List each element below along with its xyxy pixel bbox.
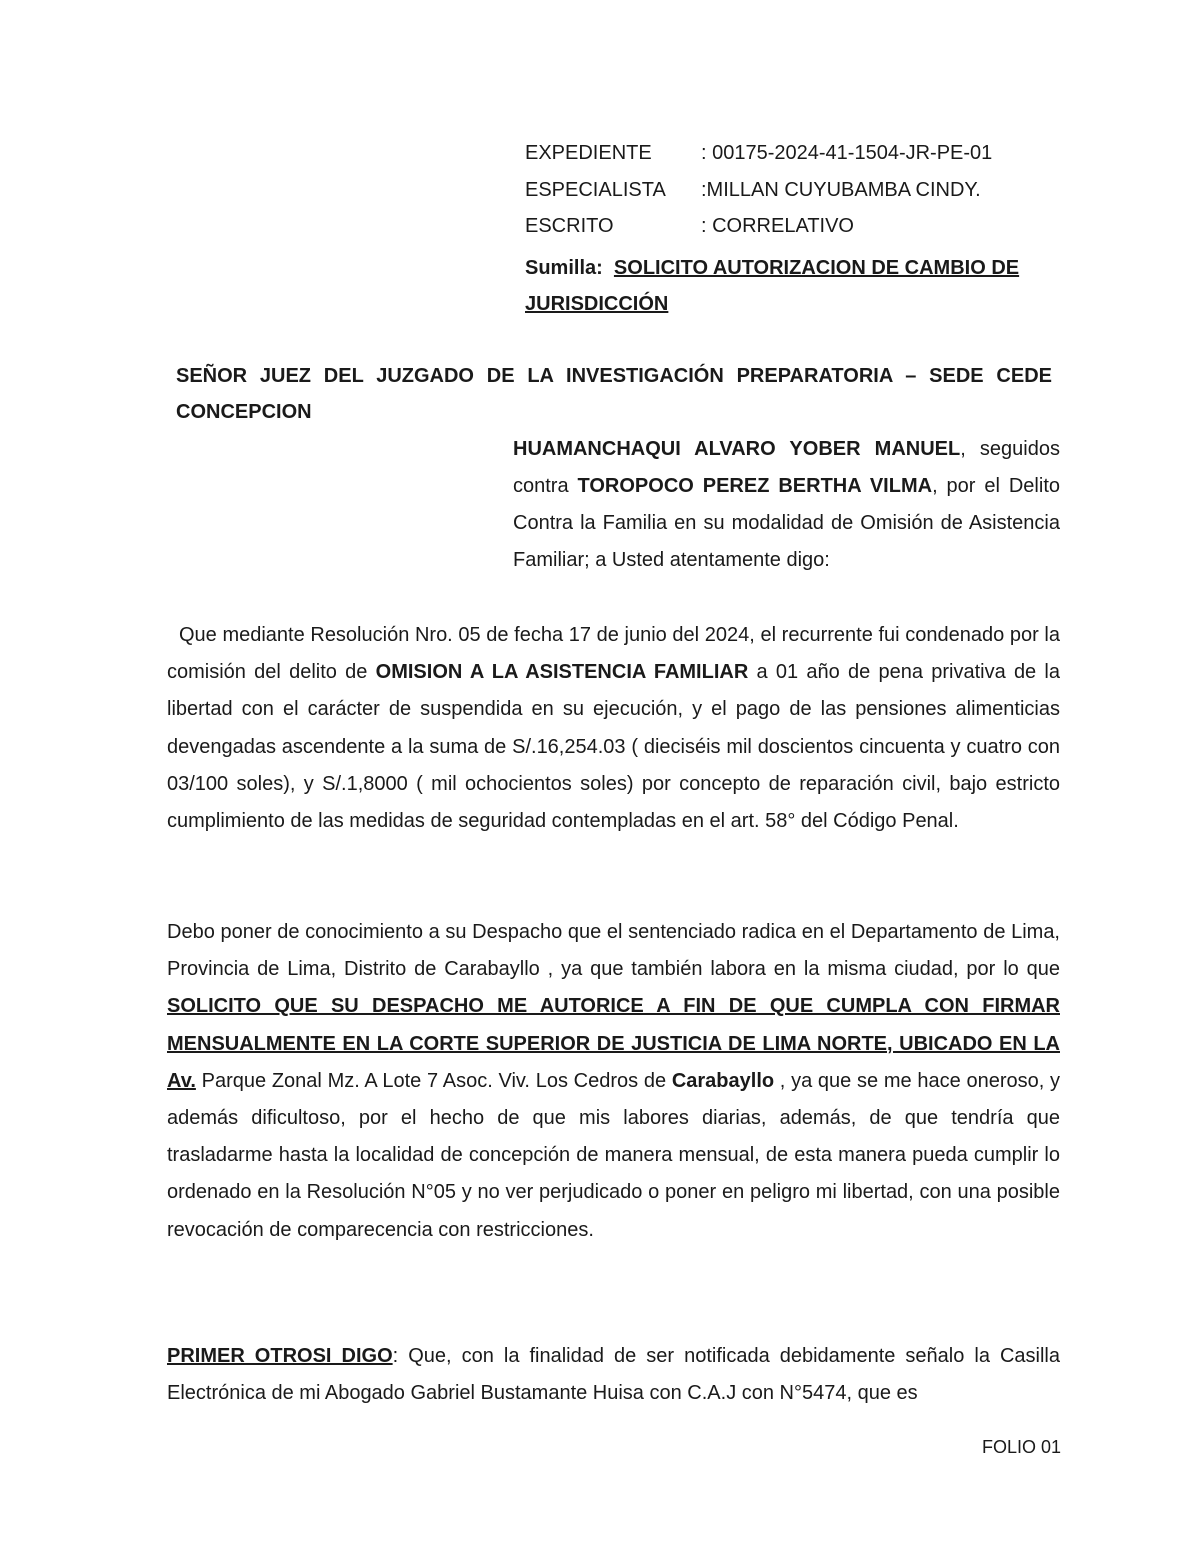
sumilla-value: SOLICITO AUTORIZACION DE CAMBIO DE JURISDICCIÓN [525,257,1020,315]
p3-text-1: : Que, con la finalidad de ser notificada debidamente señalo la Casilla Electrónica de mi Abogado Gabriel Bustamante Huisa con C.A.J con N°5474, que es [167,1345,1060,1405]
p1-text-1: Que mediante Resolución Nro. 05 de fecha 17 de junio del 2024, el recurrente fui condenado por la comisión del delito de [167,624,1060,684]
defendant-name: TOROPOCO PEREZ BERTHA VILMA [577,475,933,497]
addressee-heading: SEÑOR JUEZ DEL JUZGADO DE LA INVESTIGACIÓN PREPARATORIA – SEDE CEDE CONCEPCION [176,365,1052,423]
p2-text-1: Debo poner de conocimiento a su Despacho que el sentenciado radica en el Departamento de Lima, Provincia de Lima, Distrito de Carabayllo , ya que también labora en la misma ciudad, por lo que [167,921,1060,981]
especialista-value: :MILLAN CUYUBAMBA CINDY. [701,179,981,201]
party-name: HUAMANCHAQUI ALVARO YOBER MANUEL [513,438,961,460]
expediente-line [525,139,1065,167]
p2-text-3: , ya que se me hace oneroso, y además dificultoso, por el hecho de que mis labores diarias, además, de que tendría que trasladarme hasta la localidad de concepción de manera mensual, de esta manera pueda cumplir lo ordenado en la Resolución N°05 y no ver perjudicado o poner en peligro mi libertad, con una posible revocación de comparecencia con restricciones. [167,1069,1060,1241]
paragraph-request [167,914,1060,1249]
especialista-line [525,176,1065,204]
escrito-label: ESCRITO [525,215,614,237]
expediente-label: EXPEDIENTE [525,142,652,164]
party-text-2: , por el Delito Contra la Familia en su modalidad de Omisión de Asistencia Familiar; a Usted atentamente digo: [513,475,1060,571]
expediente-value: : 00175-2024-41-1504-JR-PE-01 [701,142,993,164]
folio-number: FOLIO 01 [982,1437,1062,1457]
p1-crime: OMISION A LA ASISTENCIA FAMILIAR [375,661,749,684]
paragraph-otrosi [167,1338,1060,1412]
paragraph-resolution [167,617,1060,840]
p1-text-2: a 01 año de pena privativa de la libertad con el carácter de suspendida en su ejecución, y el pago de las pensiones alimenticias devengadas ascendente a la suma de S/.16,254.03 ( dieciséis mil doscientos cincuenta y cuatro con 03/100 soles), y S/.1,8000 ( mil ochocientos soles) por concepto de reparación civil, bajo estricto cumplimiento de las medidas de seguridad contempladas en el art. 58° del Código Penal. [167,661,1060,833]
escrito-value: : CORRELATIVO [701,215,854,237]
p2-text-2: Parque Zonal Mz. A Lote 7 Asoc. Viv. Los Cedros de [195,1069,672,1092]
p2-carabayllo: Carabayllo [671,1069,775,1092]
especialista-label: ESPECIALISTA [525,179,666,201]
sumilla-label: Sumilla: [525,257,603,279]
sumilla-block [525,250,1045,322]
p2-request-emphasis: SOLICITO QUE SU DESPACHO ME AUTORICE A FIN DE QUE CUMPLA CON FIRMAR MENSUALMENTE EN LA CORTE SUPERIOR DE JUSTICIA DE LIMA NORTE, UBICADO EN LA Av. [167,995,1060,1092]
p3-otrosi-label: PRIMER OTROSI DIGO [167,1345,393,1367]
party-text-1: , seguidos contra [513,438,1060,497]
escrito-line [525,212,1065,240]
party-block [513,431,1060,579]
